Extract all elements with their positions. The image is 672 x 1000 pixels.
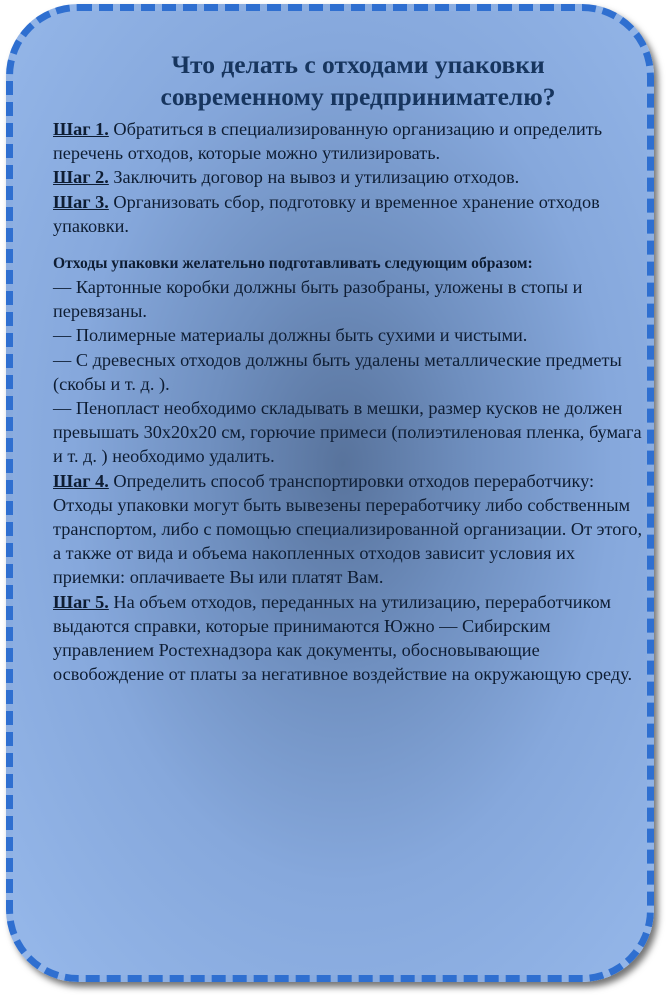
step-5-text: На объем отходов, переданных на утилизацию, переработчиком выдаются справки, которые принимаются Южно — Сибирским управлением Ростехнадзора как документы, обосновывающие освобождение от платы за негативное воздействие на окружающую среду. <box>53 591 633 685</box>
step-1-paragraph <box>53 117 643 165</box>
info-card <box>6 4 654 982</box>
step-4-text: Определить способ транспортировки отходов переработчику: <box>108 470 595 491</box>
step-4-paragraph <box>53 469 643 493</box>
title-line-1: Что делать с отходами упаковки <box>171 50 545 79</box>
card-content <box>53 49 643 686</box>
preparation-heading: Отходы упаковки желательно подготавливать следующим образом: <box>53 255 533 273</box>
preparation-item: — Пенопласт необходимо складывать в мешки, размер кусков не должен превышать 30х20х20 см, горючие примеси (полиэтиленовая пленка, бумага и т. д. ) необходимо удалить. <box>53 398 642 467</box>
step-5-paragraph <box>53 590 643 687</box>
step-1-label: Шаг 1. <box>53 119 109 139</box>
step-3-text: Организовать сбор, подготовку и временное хранение отходов упаковки. <box>53 191 600 236</box>
step-2-label: Шаг 2. <box>53 167 109 188</box>
preparation-item: — Картонные коробки должны быть разобраны, уложены в стопы и перевязаны. <box>53 277 583 322</box>
step-3-paragraph <box>53 190 643 238</box>
title-line-2: современному предпринимателю? <box>160 82 556 111</box>
step-2-text: Заключить договор на вывоз и утилизацию отходов. <box>108 167 520 188</box>
transport-paragraph: Отходы упаковки могут быть вывезены переработчику либо собственным транспортом, либо с помощью специализированной организации. От этого, а также от вида и объема накопленных отходов зависит условия их приемки: оплачиваете Вы или платят Вам. <box>53 494 643 588</box>
page-title <box>53 49 643 113</box>
step-2-paragraph <box>53 165 643 189</box>
step-1-text: Обратиться в специализированную организацию и определить перечень отходов, которые можно утилизировать. <box>53 119 603 164</box>
preparation-item: — Полимерные материалы должны быть сухими и чистыми. <box>53 325 528 346</box>
step-4-label: Шаг 4. <box>53 470 109 491</box>
step-5-label: Шаг 5. <box>53 591 109 612</box>
preparation-item: — С древесных отходов должны быть удалены металлические предметы (скобы и т. д. ). <box>53 349 622 394</box>
step-3-label: Шаг 3. <box>53 191 109 212</box>
